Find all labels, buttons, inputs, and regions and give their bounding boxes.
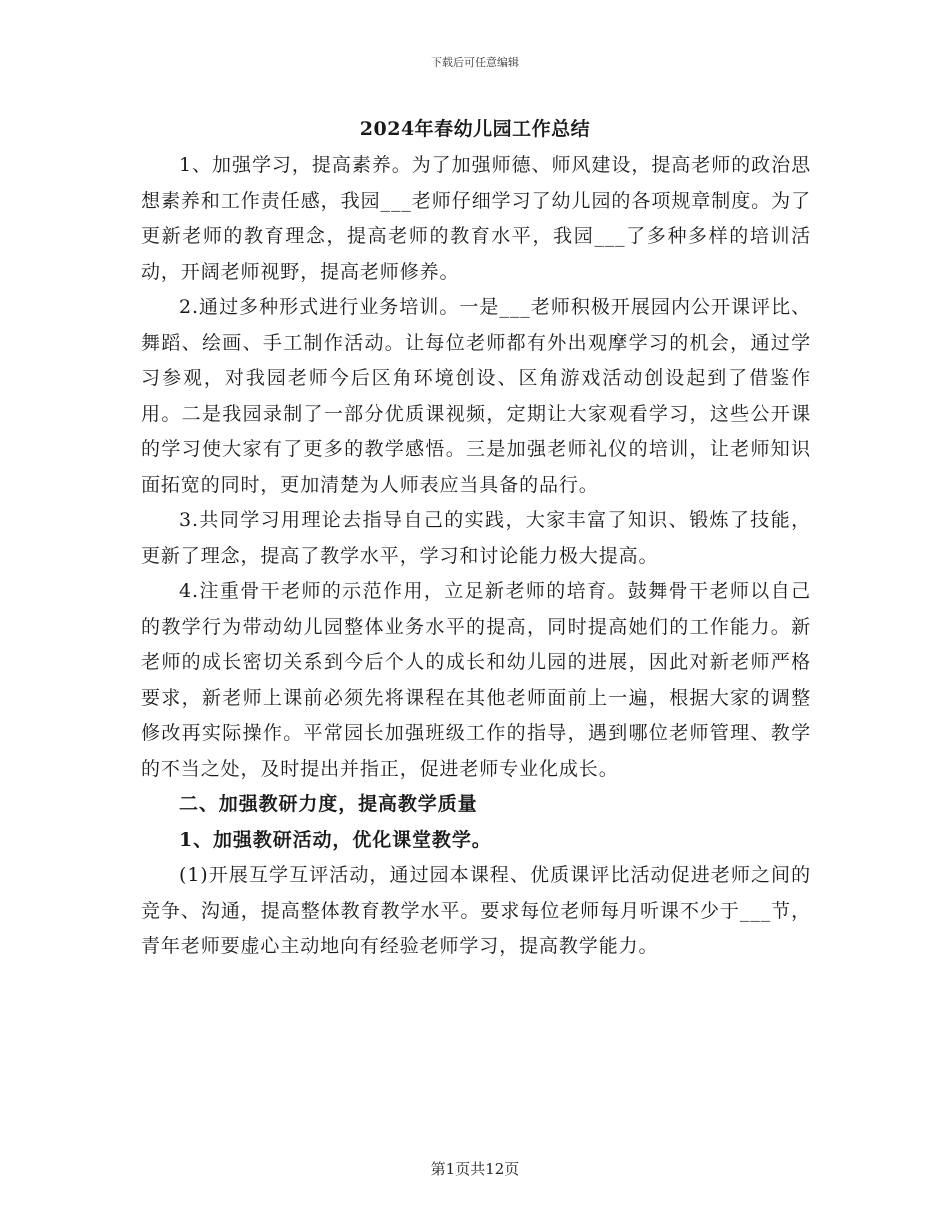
paragraph-2: 2.通过多种形式进行业务培训。一是___老师积极开展园内公开课评比、舞蹈、绘画、手工制作活动。让每位老师都有外出观摩学习的机会，通过学习参观，对我园老师今后区角环境创设、区角游戏活动创设起到了借鉴作用。二是我园录制了一部分优质课视频，定期让大家观看学习，这些公开课的学习使大家有了更多的教学感悟。三是加强老师礼仪的培训，让老师知识面拓宽的同时，更加清楚为人师表应当具备的品行。 [141, 296, 811, 496]
paragraph-4: 4.注重骨干老师的示范作用，立足新老师的培育。鼓舞骨干老师以自己的教学行为带动幼儿园整体业务水平的提高，同时提高她们的工作能力。新老师的成长密切关系到今后个人的成长和幼儿园的进展，因此对新老师严格要求，新老师上课前必须先将课程在其他老师面前上一遍，根据大家的调整修改再实际操作。平常园长加强班级工作的指导，遇到哪位老师管理、教学的不当之处，及时提出并指正，促进老师专业化成长。 [141, 580, 811, 780]
paragraph-3: 3.共同学习用理论去指导自己的实践，大家丰富了知识、锻炼了技能，更新了理念，提高了教学水平，学习和讨论能力极大提高。 [141, 509, 811, 567]
header-note: 下载后可任意编辑 [431, 56, 519, 69]
page-number: 第1页共12页 [430, 1160, 520, 1178]
paragraph-1: 1、加强学习，提高素养。为了加强师德、师风建设，提高老师的政治思想素养和工作责任感，我园___老师仔细学习了幼儿园的各项规章制度。为了更新老师的教育理念，提高老师的教育水平，我园___了多种多样的培训活动，开阔老师视野，提高老师修养。 [141, 154, 811, 283]
subsection-heading-1: 1、加强教研活动，优化课堂教学。 [179, 828, 492, 851]
document-body [141, 148, 811, 965]
paragraph-5: (1)开展互学互评活动，通过园本课程、优质课评比活动促进老师之间的竞争、沟通，提高整体教育教学水平。要求每位老师每月听课不少于___节，青年老师要虚心主动地向有经验老师学习，提高教学能力。 [141, 864, 811, 957]
section-heading-2: 二、加强教研力度，提高教学质量 [179, 793, 478, 815]
document-title: 2024年春幼儿园工作总结 [359, 118, 591, 140]
